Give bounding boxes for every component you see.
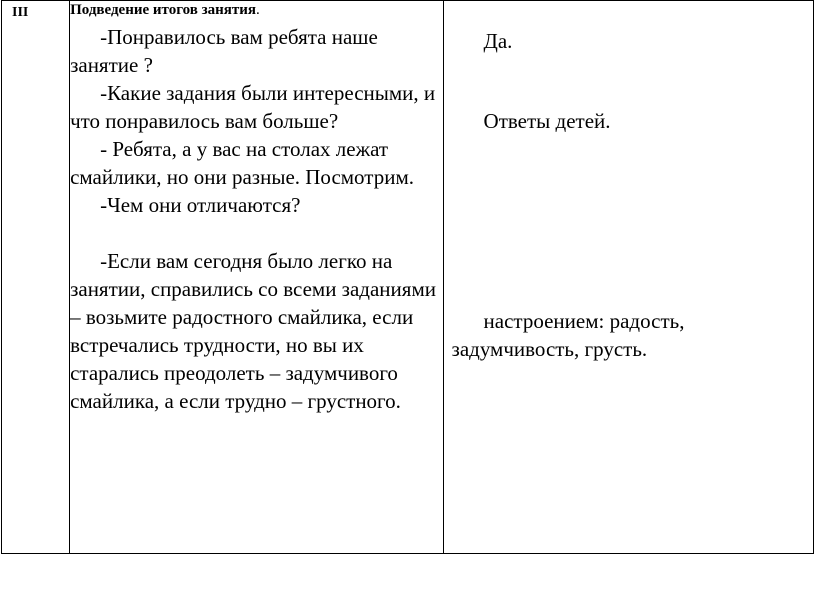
teacher-smileys-instruction: -Если вам сегодня было легко на занятии, справились со всеми заданиями – возьмите радостного смайлика, если встречались трудности, но вы их старались преодолеть – задумчивого смайлика, а если трудно – грустного. (70, 249, 436, 413)
section-heading-tail: . (256, 2, 260, 18)
children-answer-responses: Ответы детей. (483, 109, 611, 133)
children-answer-moods: настроением: радость, задумчивость, грусть. (451, 309, 685, 361)
section-heading-title: Подведение итогов занятия (70, 2, 257, 18)
teacher-smileys-intro: - Ребята, а у вас на столах лежат смайлики, но они разные. Посмотрим. (70, 137, 414, 189)
children-answer-yes: Да. (483, 29, 513, 53)
children-activity-cell (443, 1, 813, 554)
lesson-plan-table (1, 0, 814, 554)
teacher-question-liked: -Понравилось вам ребята наше занятие ? (70, 25, 378, 77)
teacher-question-difference: -Чем они отличаются? (100, 193, 301, 217)
section-heading (70, 1, 442, 19)
stage-number: III (12, 5, 29, 20)
teacher-question-tasks: -Какие задания были интересными, и что понравилось вам больше? (70, 81, 436, 133)
spacer (70, 219, 442, 247)
stage-cell (2, 1, 70, 554)
table-row (2, 1, 814, 554)
teacher-activity-cell (70, 1, 443, 554)
